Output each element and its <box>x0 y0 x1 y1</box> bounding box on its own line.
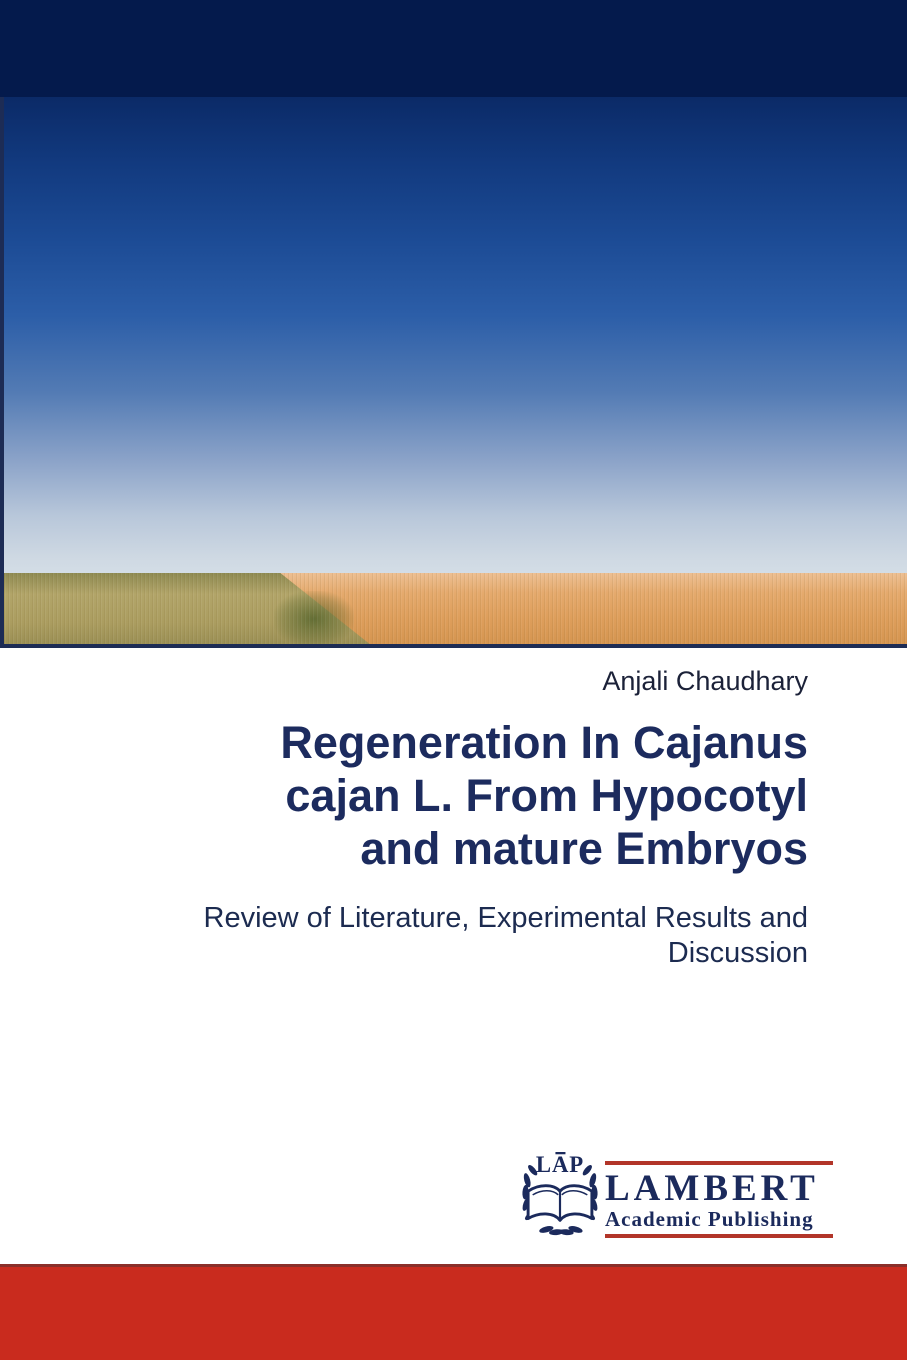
red-rule-top <box>605 1161 833 1165</box>
top-navy-band <box>0 0 907 97</box>
field-texture <box>4 573 907 644</box>
lap-monogram: LAP <box>535 1152 585 1178</box>
title-line-2: cajan L. From Hypocotyl <box>285 770 808 821</box>
subtitle-line-2: Discussion <box>667 937 808 969</box>
title-line-3: and mature Embryos <box>360 823 808 874</box>
book-subtitle <box>100 901 808 971</box>
publisher-wordmark <box>605 1161 833 1238</box>
sky-photo <box>4 97 907 573</box>
open-book-icon <box>528 1186 592 1221</box>
wheat-field-photo <box>4 573 907 644</box>
red-rule-bottom <box>605 1234 833 1238</box>
publisher-name: LAMBERT <box>605 1168 819 1209</box>
author-name: Anjali Chaudhary <box>602 666 808 696</box>
lap-emblem-icon <box>519 1147 601 1239</box>
subtitle-line-1: Review of Literature, Experimental Results and <box>203 902 808 934</box>
publisher-logo <box>519 1147 833 1239</box>
book-title <box>60 716 808 875</box>
publisher-tagline: Academic Publishing <box>605 1207 814 1231</box>
cover-photo <box>0 97 907 648</box>
bottom-red-band <box>0 1264 907 1360</box>
title-line-1: Regeneration In Cajanus <box>280 717 808 768</box>
